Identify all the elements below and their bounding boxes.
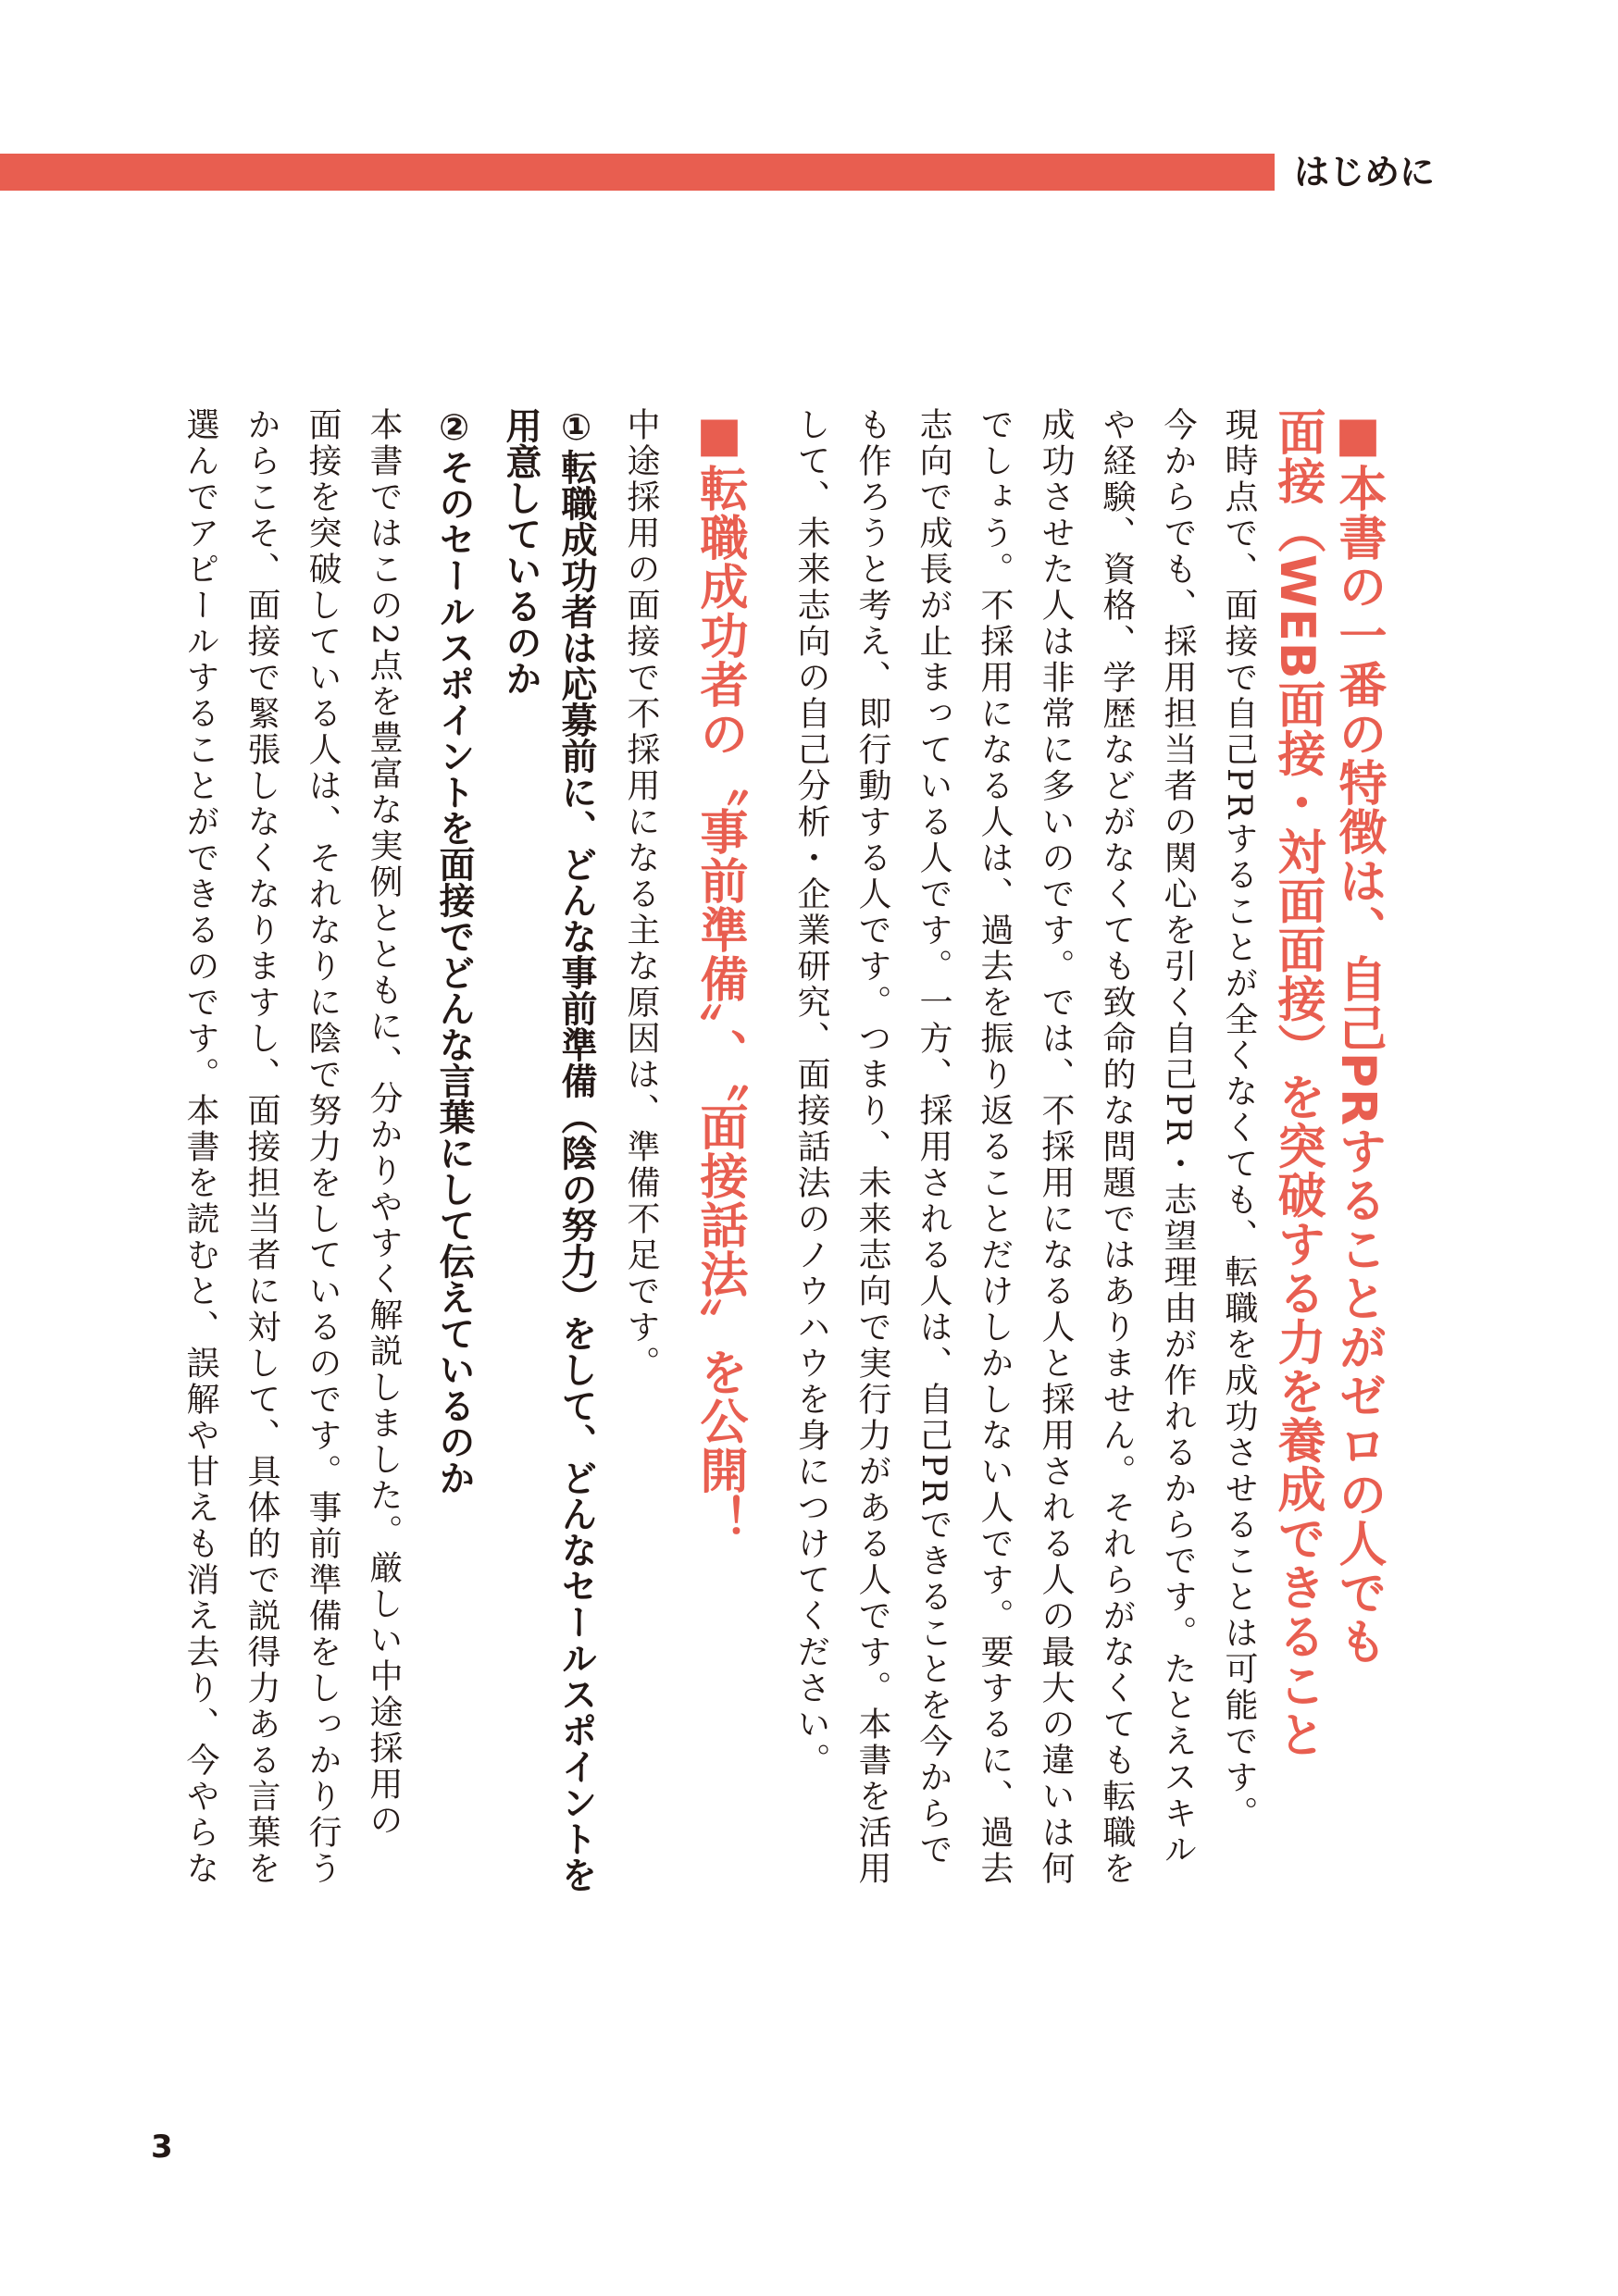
point1-line2: 用意しているのか (500, 407, 541, 696)
section2-body-line: 面接を突破している人は、それなりに陰で努力をしているのです。事前準備をしっかり行う (304, 407, 342, 1887)
section2-intro: 中途採用の面接で不採用になる主な原因は、準備不足です。 (622, 407, 660, 1382)
section1-body-line: や経験、資格、学歴などがなくても致命的な問題ではありません。それらがなくても転職を (1098, 407, 1136, 1887)
section2-body-line: 選んでアピールすることができるのです。本書を読むと、誤解や甘えも消え去り、今やらな (181, 407, 219, 1887)
page-number: 3 (151, 2128, 173, 2166)
section2-body-line: からこそ、面接で緊張しなくなりますし、面接担当者に対して、具体的で説得力ある言葉を (243, 407, 280, 1887)
section1-body-line: も作ろうと考え、即行動する人です。つまり、未来志向で実行力がある人です。本書を活用 (853, 407, 891, 1887)
section1-body-line: 志向で成長が止まっている人です。一方、採用される人は、自己PRできることを今からで (915, 407, 952, 1868)
chapter-label: はじめに (1294, 152, 1436, 192)
section2-heading: ■転職成功者の〝事前準備〟、〝面接話法〟を公開！ (691, 407, 747, 1544)
header-accent-bar (0, 154, 1275, 191)
point2: ②そのセールスポイントを面接でどんな言葉にして伝えているのか (433, 407, 475, 1496)
section1-body-line: 今からでも、採用担当者の関心を引く自己PR・志望理由が作れるからです。たとえスキル (1159, 407, 1197, 1868)
section1-body-line: でしょう。不採用になる人は、過去を振り返ることだけしかしない人です。要するに、過去 (976, 407, 1014, 1887)
point1-line1: ①転職成功者は応募前に、どんな事前準備（陰の努力）をして、どんなセールスポイントを (555, 407, 597, 1893)
section1-body-line: 成功させた人は非常に多いのです。では、不採用になる人と採用される人の最大の違いは何 (1037, 407, 1075, 1887)
section1-heading-line2: 面接（WEB面接・対面面接）を突破する力を養成できること (1269, 407, 1325, 1759)
section2-body-line: 本書ではこの2点を豊富な実例とともに、分かりやすく解説しました。厳しい中途採用の (365, 407, 403, 1839)
section1-heading-line1: ■本書の一番の特徴は、自己PRすることがゼロの人でも (1330, 407, 1386, 1667)
section1-body-line: 現時点で、面接で自己PRすることが全くなくても、転職を成功させることは可能です。 (1220, 407, 1258, 1832)
section1-body-line: して、未来志向の自己分析・企業研究、面接話法のノウハウを身につけてください。 (792, 407, 830, 1779)
